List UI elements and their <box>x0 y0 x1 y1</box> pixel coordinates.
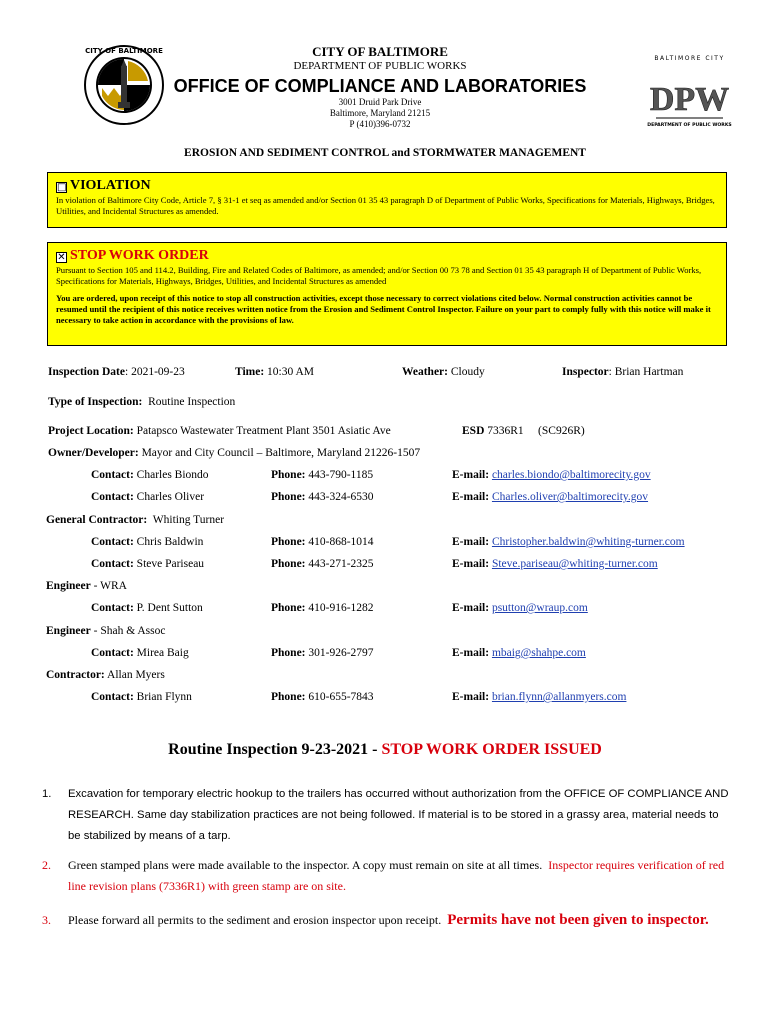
stop-work-box <box>47 242 727 346</box>
dpw-logo-letters: DPW <box>649 81 730 118</box>
engineer-shah: Engineer - Shah & Assoc <box>46 625 166 637</box>
inspection-type: Type of Inspection: Routine Inspection <box>48 396 236 408</box>
contact-phone: Phone: 443-324-6530 <box>271 491 374 503</box>
contact-phone: Phone: 443-271-2325 <box>271 558 374 570</box>
letterhead-text <box>170 44 590 130</box>
finding-3 <box>42 910 732 931</box>
stop-work-order-text: You are ordered, upon receipt of this notice to stop all construction activities, except those necessary to correct violations cited below. Normal construction activities cannot be resumed until the recipient of this notice receives written notice from the Erosion and Sediment Control Inspector. Failure on your part to comply fully with this notice will make it necessary to take action in accordance with the provisions of law. <box>56 293 711 325</box>
finding-text: Excavation for temporary electric hookup to the trailers has occurred without authorization from the OFFICE OF COMPLIANCE AND RESEARCH. Same day stabilization practices are not being followed. If material is to be stored in a grassy area, material needs to be stabilized by means of a tarp. <box>68 788 729 842</box>
office-name: OFFICE OF COMPLIANCE AND LABORATORIES <box>173 76 587 96</box>
contact-email: E-mail: brian.flynn@allanmyers.com <box>452 691 627 703</box>
finding-text: Please forward all permits to the sediment and erosion inspector upon receipt. Permits have not been given to inspector. <box>68 912 709 928</box>
city-name: CITY OF BALTIMORE <box>312 44 448 59</box>
address-line-1: 3001 Druid Park Drive <box>338 97 422 107</box>
letterhead <box>0 44 770 144</box>
contact-phone: Phone: 610-655-7843 <box>271 691 374 703</box>
contact-name: Contact: P. Dent Sutton <box>91 602 203 614</box>
contact-phone: Phone: 410-868-1014 <box>271 536 374 548</box>
routine-inspection-heading: Routine Inspection 9-23-2021 - STOP WORK ORDER ISSUED <box>168 741 602 758</box>
contact-name: Contact: Charles Biondo <box>91 469 209 481</box>
violation-title: VIOLATION <box>70 178 151 193</box>
email-link[interactable]: Christopher.baldwin@whiting-turner.com <box>491 536 685 548</box>
contact-phone: Phone: 410-916-1282 <box>271 602 374 614</box>
general-contractor: General Contractor: Whiting Turner <box>46 514 225 526</box>
stop-work-checkbox[interactable]: ✕ <box>57 252 66 263</box>
violation-box <box>47 172 727 228</box>
contact-email: E-mail: mbaig@shahpe.com <box>452 647 586 659</box>
contact-email: E-mail: Steve.pariseau@whiting-turner.com <box>452 558 658 570</box>
section-title: EROSION AND SEDIMENT CONTROL and STORMWATER MANAGEMENT <box>184 147 586 159</box>
dpw-logo-bottom: DEPARTMENT OF PUBLIC WORKS <box>647 123 732 128</box>
esd-number: ESD 7336R1 (SC926R) <box>462 425 585 437</box>
dpw-logo-top: BALTIMORE CITY <box>654 55 725 62</box>
owner-developer: Owner/Developer: Mayor and City Council – Baltimore, Maryland 21226-1507 <box>48 447 421 459</box>
email-link[interactable]: brian.flynn@allanmyers.com <box>491 691 627 703</box>
department-name: DEPARTMENT OF PUBLIC WORKS <box>293 60 467 72</box>
contact-email: E-mail: charles.biondo@baltimorecity.gov <box>452 469 651 481</box>
address-line-2: Baltimore, Maryland 21215 <box>329 108 431 118</box>
finding-number: 2. <box>42 858 51 872</box>
contact-email: E-mail: Charles.oliver@baltimorecity.gov <box>452 491 649 503</box>
inspection-date: Inspection Date: 2021-09-23 <box>48 366 185 378</box>
finding-number: 1. <box>42 788 52 800</box>
violation-checkbox[interactable]: □ <box>57 182 67 193</box>
finding-1 <box>42 784 732 847</box>
contact-email: E-mail: psutton@wraup.com <box>452 602 588 614</box>
email-link[interactable]: mbaig@shahpe.com <box>491 647 586 659</box>
stop-work-title-row <box>56 247 718 265</box>
email-link[interactable]: Steve.pariseau@whiting-turner.com <box>491 558 658 570</box>
contact-name: Contact: Steve Pariseau <box>91 558 205 570</box>
email-link[interactable]: psutton@wraup.com <box>491 602 588 614</box>
dpw-logo <box>647 52 732 132</box>
stop-work-title: STOP WORK ORDER <box>70 248 209 263</box>
violation-text: In violation of Baltimore City Code, Article 7, § 31-1 et seq as amended and/or Section 01 35 43 paragraph D of Department of Public Works, Specifications for Materials, Highways, Bridges, Utilities, and Incidental Structures as amended. <box>56 195 715 216</box>
email-link[interactable]: charles.biondo@baltimorecity.gov <box>491 469 651 481</box>
contact-name: Contact: Chris Baldwin <box>91 536 204 548</box>
violation-title-row <box>56 177 718 195</box>
contact-phone: Phone: 443-790-1185 <box>271 469 374 481</box>
stop-work-text: Pursuant to Section 105 and 114.2, Building, Fire and Related Codes of Baltimore, as amended; and/or Section 00 73 78 and Section 01 35 43 paragraph H of Department of Public Works, Specifications for Materials, Highways, Bridges, Utilities, and Incidental Structures as amended <box>56 265 702 286</box>
finding-text: Green stamped plans were made available to the inspector. A copy must remain on site at all times. Inspector requires verification of red line revision plans (7336R1) with green stamp are on site. <box>68 858 725 893</box>
contact-email: E-mail: Christopher.baldwin@whiting-turner.com <box>452 536 685 548</box>
office-phone: P (410)396-0732 <box>349 119 411 129</box>
inspector-name: Inspector: Brian Hartman <box>562 366 684 378</box>
seal-text: CITY OF BALTIMORE <box>85 47 163 55</box>
project-location: Project Location: Patapsco Wastewater Treatment Plant 3501 Asiatic Ave <box>48 425 391 437</box>
contact-name: Contact: Charles Oliver <box>91 491 205 503</box>
contact-name: Contact: Mirea Baig <box>91 647 189 659</box>
baltimore-seal-logo <box>84 44 164 126</box>
email-link[interactable]: Charles.oliver@baltimorecity.gov <box>491 491 649 503</box>
finding-2 <box>42 855 732 897</box>
contact-name: Contact: Brian Flynn <box>91 691 192 703</box>
contractor: Contractor: Allan Myers <box>46 669 165 681</box>
finding-number: 3. <box>42 913 51 927</box>
contact-phone: Phone: 301-926-2797 <box>271 647 374 659</box>
engineer-wra: Engineer - WRA <box>46 580 127 592</box>
inspection-time: Time: 10:30 AM <box>235 366 315 378</box>
inspection-weather: Weather: Cloudy <box>402 366 485 378</box>
